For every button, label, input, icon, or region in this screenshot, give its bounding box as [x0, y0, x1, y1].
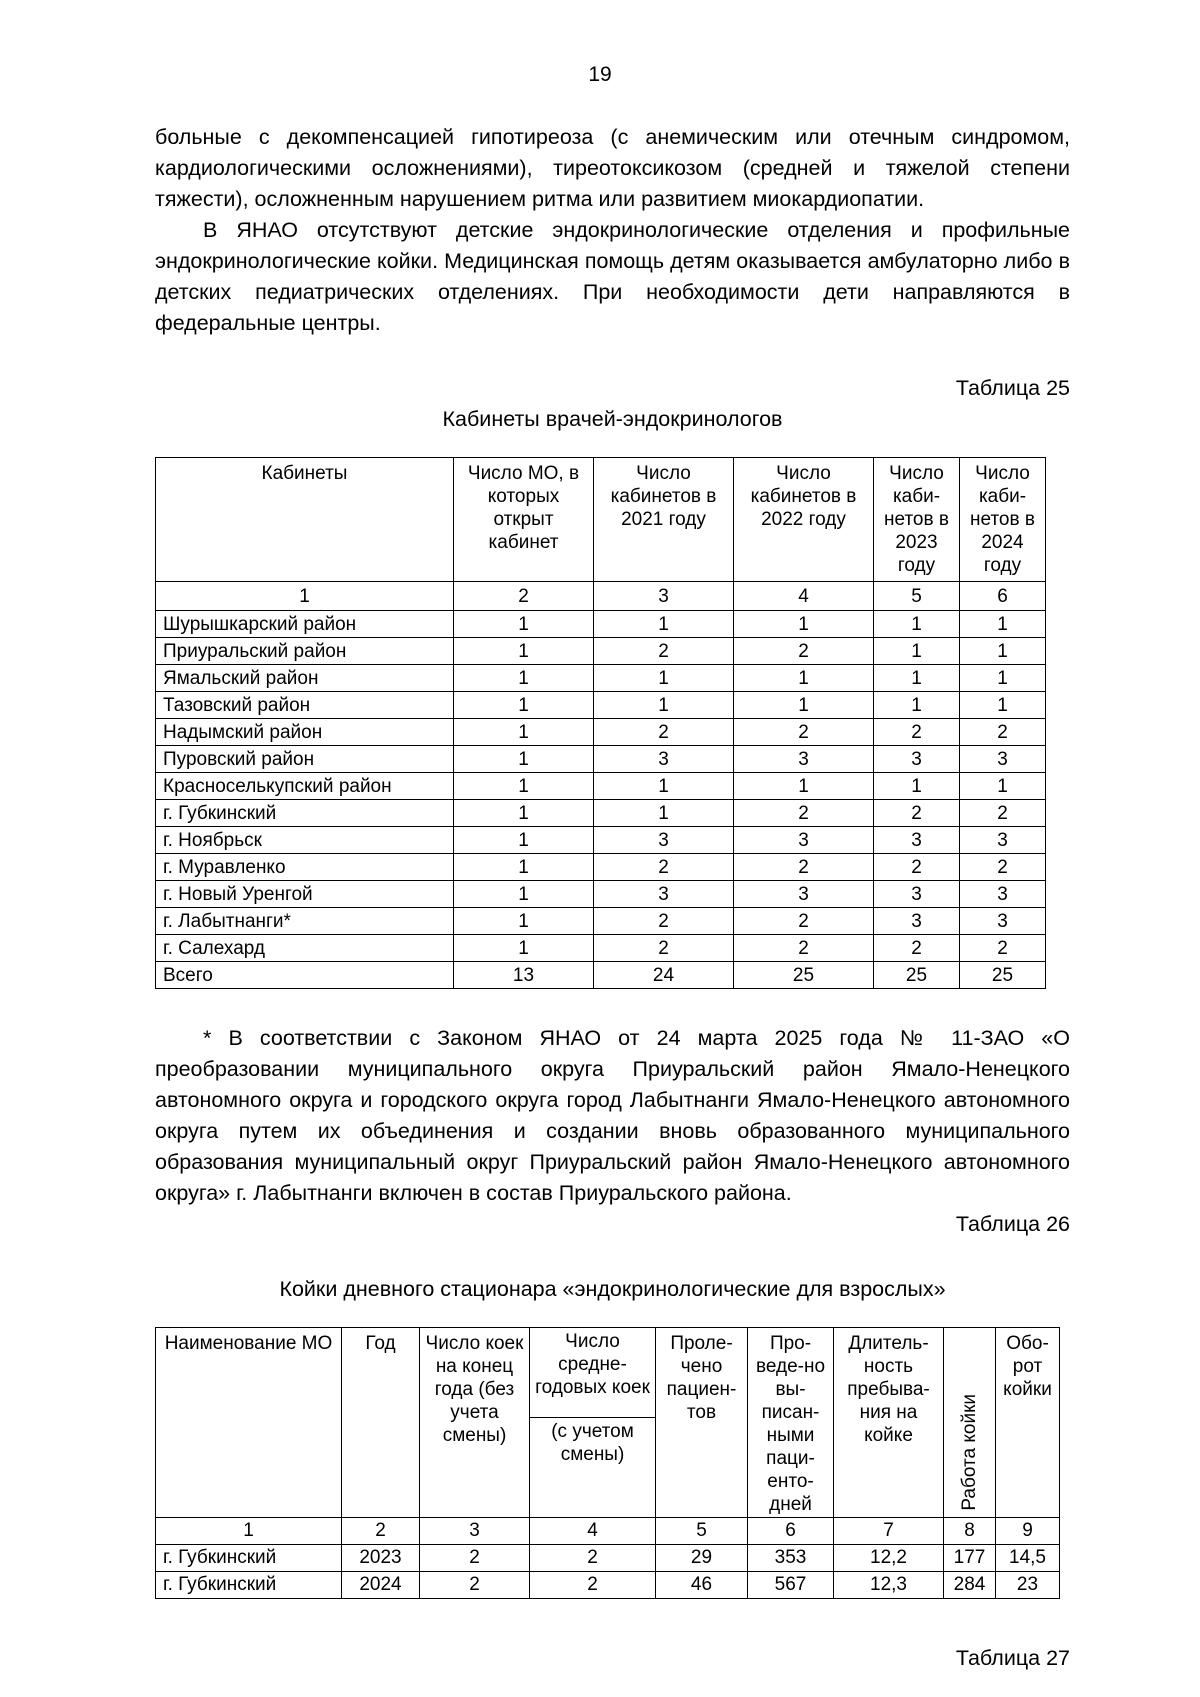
- table-row: [156, 1545, 1060, 1572]
- table-26-column-number-row: [156, 1518, 1060, 1545]
- cell: 2: [734, 638, 874, 665]
- table-25-header-2021: Число кабинетов в 2021 году: [594, 458, 734, 582]
- col-num: 6: [960, 582, 1046, 611]
- cell: 1: [874, 611, 960, 638]
- cell: 24: [594, 962, 734, 989]
- table-25-column-number-row: [156, 582, 1046, 611]
- table-row: [156, 746, 1046, 773]
- row-label: г. Ноябрьск: [156, 827, 454, 854]
- cell: 567: [748, 1572, 834, 1599]
- cell: 2: [874, 854, 960, 881]
- cell: 2: [594, 854, 734, 881]
- table-26-header-mo-name: Наименование МО: [156, 1328, 342, 1518]
- cell: 3: [874, 881, 960, 908]
- cell: 12,2: [834, 1545, 944, 1572]
- paragraph-1: больные с декомпенсацией гипотиреоза (с анемическим или отечным синдромом, кардиологическими осложнениями), тиреотоксикозом (средней и тяжелой степени тяжести), осложненным нарушением ритма или развитием миокардиопатии.: [155, 125, 1070, 211]
- col-num: 1: [156, 1518, 342, 1545]
- table-row: [156, 719, 1046, 746]
- paragraph-2: В ЯНАО отсутствуют детские эндокринологические отделения и профильные эндокринологические койки. Медицинская помощь детям оказывается амбулаторно либо в детских педиатрических отделениях. При необходимости дети направляются в федеральные центры.: [155, 218, 1070, 335]
- row-label: Тазовский район: [156, 692, 454, 719]
- cell: 2: [734, 854, 874, 881]
- cell: 1: [454, 746, 594, 773]
- cell: 3: [874, 746, 960, 773]
- col-num: 2: [454, 582, 594, 611]
- cell: 2: [594, 719, 734, 746]
- table-25: [155, 457, 1046, 989]
- row-label: Надымский район: [156, 719, 454, 746]
- table-25-header-row: [156, 458, 1046, 582]
- cell: 23: [996, 1572, 1060, 1599]
- cell: 1: [874, 692, 960, 719]
- cell: 1: [454, 908, 594, 935]
- table-row: [156, 935, 1046, 962]
- cell: 2: [960, 719, 1046, 746]
- cell: 1: [874, 665, 960, 692]
- cell: 1: [454, 881, 594, 908]
- cell: 3: [594, 881, 734, 908]
- table-26-header-stay-duration: Длитель-ность пребыва-ния на койке: [834, 1328, 944, 1518]
- table-25-header-cabinets: Кабинеты: [156, 458, 454, 582]
- cell: 25: [874, 962, 960, 989]
- cell: 1: [594, 692, 734, 719]
- row-label: Приуральский район: [156, 638, 454, 665]
- cell: 2: [734, 800, 874, 827]
- table-row: [156, 1572, 1060, 1599]
- table-25-header-2024: Число каби-нетов в 2024 году: [960, 458, 1046, 582]
- col-num: 8: [944, 1518, 996, 1545]
- cell: 1: [734, 773, 874, 800]
- cell: 3: [594, 827, 734, 854]
- row-label: г. Муравленко: [156, 854, 454, 881]
- cell: 3: [594, 746, 734, 773]
- cell: 1: [734, 692, 874, 719]
- cell: 1: [454, 854, 594, 881]
- table-26-header-beds-end-year: Число коек на конец года (без учета смены): [420, 1328, 530, 1518]
- footnote-text: * В соответствии с Законом ЯНАО от 24 марта 2025 года № 11-ЗАО «О преобразовании муниципального округа Приуральский район Ямало-Ненецкого автономного округа и городского округа город Лабытнанги Ямало-Ненецкого автономного округа путем их объединения и создании вновь образованного муниципального образования муниципальный округ Приуральский район Ямало-Ненецкого автономного округа» г. Лабытнанги включен в состав Приуральского района.: [155, 1026, 1070, 1205]
- table-26-header-year: Год: [342, 1328, 420, 1518]
- row-label: г. Губкинский: [156, 800, 454, 827]
- cell: 25: [960, 962, 1046, 989]
- row-label: г. Губкинский: [156, 1572, 342, 1599]
- page-number: 19: [588, 63, 612, 86]
- row-label: г. Салехард: [156, 935, 454, 962]
- bed-work-label: Работа койки: [959, 1394, 980, 1511]
- cell: 2: [734, 908, 874, 935]
- table-row: [156, 800, 1046, 827]
- row-label: Всего: [156, 962, 454, 989]
- cell: 3: [874, 908, 960, 935]
- table-row: [156, 638, 1046, 665]
- cell: 2: [594, 908, 734, 935]
- cell: 1: [454, 935, 594, 962]
- row-label: Ямальский район: [156, 665, 454, 692]
- cell: 2: [420, 1545, 530, 1572]
- table-26-header-patient-days: Про-веде-но вы-писан-ными паци-енто-дней: [748, 1328, 834, 1518]
- cell: 2: [420, 1572, 530, 1599]
- cell: 2: [874, 935, 960, 962]
- cell: 2: [874, 800, 960, 827]
- table-26-header-bed-work: [944, 1328, 996, 1518]
- row-label: г. Новый Уренгой: [156, 881, 454, 908]
- cell: 1: [454, 692, 594, 719]
- table-row: [156, 881, 1046, 908]
- cell: 284: [944, 1572, 996, 1599]
- cell: 2: [960, 800, 1046, 827]
- cell: 14,5: [996, 1545, 1060, 1572]
- cell: 3: [734, 827, 874, 854]
- table-26-title: Койки дневного стационара «эндокринологические для взрослых»: [279, 1277, 946, 1301]
- table-25-header-2023: Число каби-нетов в 2023 году: [874, 458, 960, 582]
- avg-beds-bottom-label: (с учетом смены): [551, 1421, 634, 1465]
- row-label: Пуровский район: [156, 746, 454, 773]
- col-num: 6: [748, 1518, 834, 1545]
- cell: 1: [594, 800, 734, 827]
- cell: 2: [734, 935, 874, 962]
- cell: 2: [960, 935, 1046, 962]
- table-25-title: Кабинеты врачей-эндокринологов: [442, 407, 783, 431]
- table-26: [155, 1327, 1060, 1599]
- cell: 3: [734, 881, 874, 908]
- row-label: Красноселькупский район: [156, 773, 454, 800]
- cell: 1: [454, 611, 594, 638]
- cell: 2024: [342, 1572, 420, 1599]
- cell: 1: [960, 692, 1046, 719]
- cell: 1: [454, 827, 594, 854]
- col-num: 4: [734, 582, 874, 611]
- col-num: 2: [342, 1518, 420, 1545]
- cell: 353: [748, 1545, 834, 1572]
- cell: 1: [454, 719, 594, 746]
- cell: 3: [960, 908, 1046, 935]
- cell: 2: [594, 935, 734, 962]
- col-num: 3: [420, 1518, 530, 1545]
- col-num: 5: [656, 1518, 748, 1545]
- col-num: 1: [156, 582, 454, 611]
- table-27-label: Таблица 27: [955, 1646, 1070, 1670]
- cell: 29: [656, 1545, 748, 1572]
- cell: 1: [594, 773, 734, 800]
- cell: 2: [734, 719, 874, 746]
- cell: 1: [734, 611, 874, 638]
- cell: 12,3: [834, 1572, 944, 1599]
- row-label: Шурышкарский район: [156, 611, 454, 638]
- col-num: 5: [874, 582, 960, 611]
- cell: 1: [874, 638, 960, 665]
- cell: 1: [960, 638, 1046, 665]
- table-26-label: Таблица 26: [955, 1212, 1070, 1236]
- cell: 3: [874, 827, 960, 854]
- cell: 13: [454, 962, 594, 989]
- cell: 1: [594, 665, 734, 692]
- table-row: [156, 692, 1046, 719]
- cell: 1: [454, 773, 594, 800]
- cell: 3: [960, 746, 1046, 773]
- cell: 177: [944, 1545, 996, 1572]
- table-row: [156, 611, 1046, 638]
- cell: 3: [960, 827, 1046, 854]
- table-25-label: Таблица 25: [955, 376, 1070, 400]
- cell: 1: [594, 611, 734, 638]
- cell: 3: [734, 746, 874, 773]
- cell: 2: [530, 1545, 656, 1572]
- cell: 3: [960, 881, 1046, 908]
- table-26-header-avg-annual-beds: [530, 1328, 656, 1518]
- cell: 1: [454, 665, 594, 692]
- cell: 1: [960, 611, 1046, 638]
- table-26-header-treated-patients: Проле-чено пациен-тов: [656, 1328, 748, 1518]
- col-num: 4: [530, 1518, 656, 1545]
- row-label: г. Лабытнанги*: [156, 908, 454, 935]
- cell: 2: [874, 719, 960, 746]
- table-row: [156, 827, 1046, 854]
- table-row: [156, 908, 1046, 935]
- cell: 1: [454, 800, 594, 827]
- table-row: [156, 854, 1046, 881]
- table-row: [156, 773, 1046, 800]
- cell: 1: [454, 638, 594, 665]
- cell: 2: [960, 854, 1046, 881]
- cell: 2: [594, 638, 734, 665]
- row-label: г. Губкинский: [156, 1545, 342, 1572]
- col-num: 3: [594, 582, 734, 611]
- cell: 46: [656, 1572, 748, 1599]
- table-26-header-row: [156, 1328, 1060, 1518]
- cell: 1: [960, 773, 1046, 800]
- avg-beds-top-label: Число средне-годовых коек: [530, 1328, 655, 1418]
- table-row: [156, 665, 1046, 692]
- table-25-header-2022: Число кабинетов в 2022 году: [734, 458, 874, 582]
- col-num: 9: [996, 1518, 1060, 1545]
- cell: 25: [734, 962, 874, 989]
- cell: 1: [734, 665, 874, 692]
- col-num: 7: [834, 1518, 944, 1545]
- cell: 2023: [342, 1545, 420, 1572]
- table-25-header-mo-count: Число МО, в которых открыт кабинет: [454, 458, 594, 582]
- table-total-row: [156, 962, 1046, 989]
- cell: 1: [960, 665, 1046, 692]
- table-26-header-bed-turnover: Обо-рот койки: [996, 1328, 1060, 1518]
- cell: 1: [874, 773, 960, 800]
- cell: 2: [530, 1572, 656, 1599]
